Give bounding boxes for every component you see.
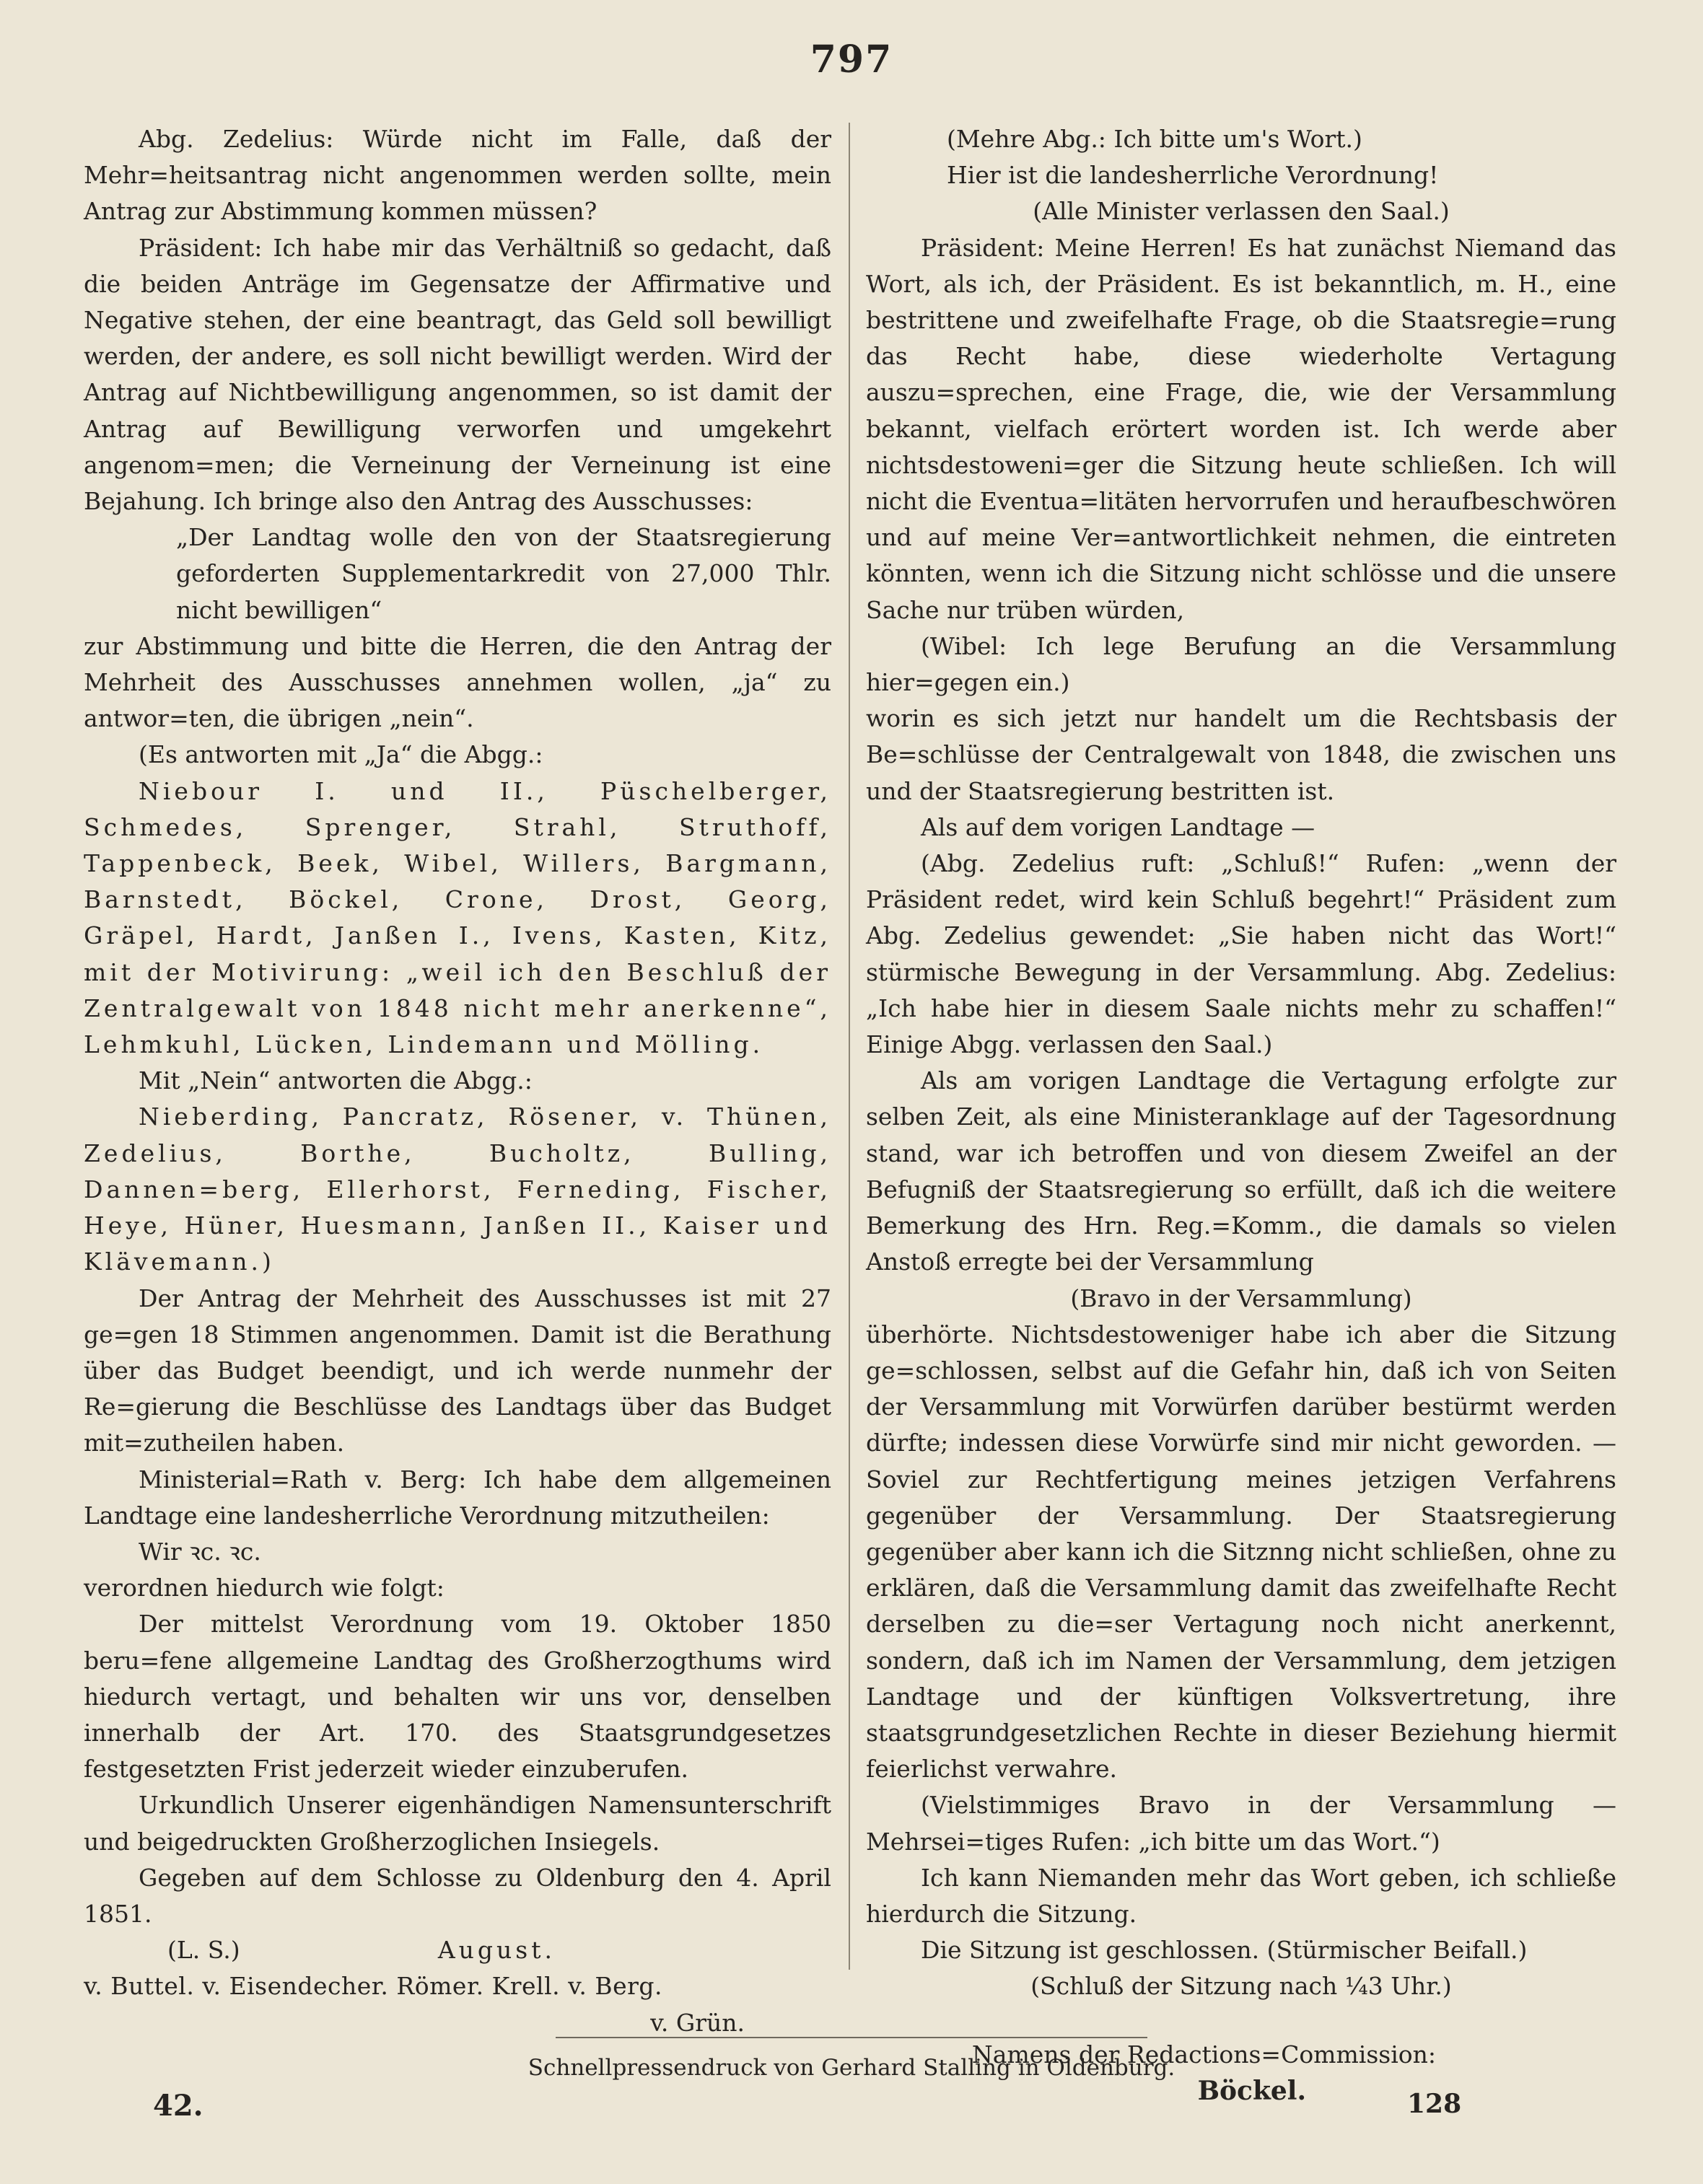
footer-rule — [556, 2037, 1147, 2038]
paragraph: Die Sitzung ist geschlossen. (Stürmischer Beifall.) — [921, 1936, 1528, 1965]
page-number: 797 — [810, 38, 893, 82]
paragraph: überhörte. Nichtsdestoweniger habe ich aber die Sitzung ge=schlossen, selbst auf die Gefahr hin, daß ich von Seiten der Versammlung mit Vorwürfen darüber bestürmt werden dürfte; indessen diese Vorwürfe sind mir nicht geworden. — Soviel zur Rechtfertigung meines jetzigen Verfahrens gegenüber der Versammlung. Der Staatsregierung gegenüber aber kann ich die Sitznng nicht schließen, ohne zu erklären, daß die Versammlung damit das zweifelhafte Recht derselben zu die=ser Vertagung noch nicht anerkennt, sondern, daß ich im Namen der Versammlung, dem jetzigen Landtage und der künftigen Volksvertretung, ihre staatsgrundgesetzlichen Rechte in dieser Beziehung hiermit feierlichst verwahre. — [866, 1320, 1616, 1784]
printer-imprint: Schnellpressendruck von Gerhard Stalling in Oldenburg. — [527, 2055, 1176, 2081]
minister-signature-last: v. Grün. — [650, 2008, 745, 2037]
paragraph: Ministerial=Rath v. Berg: Ich habe dem allgemeinen Landtage eine landesherrliche Verordnung mitzutheilen: — [84, 1465, 831, 1530]
signature-line — [84, 1932, 831, 1968]
paragraph: Als auf dem vorigen Landtage — — [921, 812, 1315, 841]
paragraph: Wir ꝛc. ꝛc. — [139, 1537, 261, 1566]
stage-direction: (Schluß der Sitzung nach ¼3 Uhr.) — [1030, 1972, 1452, 2001]
quoted-motion: „Der Landtag wolle den von der Staatsregierung geforderten Supplementarkredit von 27,000 Thlr. nicht bewilligen“ — [176, 523, 831, 624]
paragraph: Ich kann Niemanden mehr das Wort geben, ich schließe hierdurch die Sitzung. — [866, 1863, 1616, 1928]
paragraph: Als am vorigen Landtage die Vertagung erfolgte zur selben Zeit, als eine Ministeranklage auf der Tagesordnung stand, war ich betroffen und von diesem Zweifel an der Befugniß der Staatsregierung so erfüllt, daß ich die weitere Bemerkung des Hrn. Reg.=Komm., die damals so vielen Anstoß erregte bei der Versammlung — [866, 1066, 1616, 1276]
paragraph: (Es antworten mit „Ja“ die Abgg.: — [139, 740, 543, 769]
paragraph: Gegeben auf dem Schlosse zu Oldenburg den 4. April 1851. — [84, 1863, 831, 1928]
paragraph: Der mittelst Verordnung vom 19. Oktober 1850 beru=fene allgemeine Landtag des Großherzogthums wird hiedurch vertagt, und behalten wir uns vor, denselben innerhalb der Art. 170. des Staatsgrundgesetzes festgesetzten Frist jederzeit wieder einzuberufen. — [84, 1610, 831, 1784]
left-column — [84, 121, 831, 2041]
vote-list-no: Nieberding, Pancratz, Rösener, v. Thünen, Zedelius, Borthe, Bucholtz, Bulling, Dannen=berg, Ellerhorst, Ferneding, Fischer, Heye, Hüner, Huesmann, Janßen II., Kaiser und Klävemann.) — [84, 1102, 831, 1276]
signature-mark: 42. — [153, 2089, 203, 2123]
commission-signature: Böckel. — [1197, 2075, 1306, 2106]
paragraph: (Abg. Zedelius ruft: „Schluß!“ Rufen: „wenn der Präsident redet, wird kein Schluß begehrt!“ Präsident zum Abg. Zedelius gewendet: „Sie haben nicht das Wort!“ stürmische Bewegung in der Versammlung. Abg. Zedelius: „Ich habe hier in diesem Saale nichts mehr zu schaffen!“ Einige Abgg. verlassen den Saal.) — [866, 849, 1616, 1059]
paragraph: (Wibel: Ich lege Berufung an die Versammlung hier=gegen ein.) — [866, 631, 1616, 697]
sheet-number: 128 — [1407, 2089, 1462, 2119]
stage-direction: (Bravo in der Versammlung) — [1070, 1284, 1412, 1312]
paragraph: (Mehre Abg.: Ich bitte um's Wort.) — [947, 125, 1362, 153]
paragraph: verordnen hiedurch wie folgt: — [84, 1574, 445, 1602]
paragraph: Der Antrag der Mehrheit des Ausschusses ist mit 27 ge=gen 18 Stimmen angenommen. Damit ist die Berathung über das Budget beendigt, und ich werde nunmehr der Re=gierung die Beschlüsse des Landtags über das Budget mit=zutheilen haben. — [84, 1284, 831, 1457]
paragraph: Präsident: Meine Herren! Es hat zunächst Niemand das Wort, als ich, der Präsident. Es ist bekanntlich, m. H., eine bestrittene und zweifelhafte Frage, ob die Staatsregie=rung das Recht habe, diese wiederholte Vertagung auszu=sprechen, eine Frage, die, wie der Versammlung bekannt, vielfach erörtert worden ist. Ich werde aber nichtsdestoweni=ger die Sitzung heute schließen. Ich will nicht die Eventua=litäten hervorrufen und heraufbeschwören und auf meine Ver=antwortlichkeit nehmen, die eintreten könnten, wenn ich die Sitzung nicht schlösse und die unsere Sache nur trüben würden, — [866, 233, 1616, 624]
minister-signatures: v. Buttel. v. Eisendecher. Römer. Krell. v. Berg. — [84, 1972, 662, 2001]
sovereign-signature: August. — [437, 1936, 556, 1965]
vote-list-yes: Niebour I. und II., Püschelberger, Schmedes, Sprenger, Strahl, Struthoff, Tappenbeck, Beek, Wibel, Willers, Bargmann, Barnstedt, Böckel, Crone, Drost, Georg, Gräpel, Hardt, Janßen I., Ivens, Kasten, Kitz, mit der Motivirung: „weil ich den Beschluß der Zentralgewalt von 1848 nicht mehr anerkenne“, Lehmkuhl, Lücken, Lindemann und Mölling. — [84, 776, 831, 1059]
commission-label: Namens der Redactions=Commission: — [971, 2040, 1436, 2069]
seal-mark: (L. S.) — [167, 1936, 240, 1965]
paragraph: (Vielstimmiges Bravo in der Versammlung — Mehrsei=tiges Rufen: „ich bitte um das Wort.“) — [866, 1791, 1616, 1856]
paragraph: worin es sich jetzt nur handelt um die Rechtsbasis der Be=schlüsse der Centralgewalt von 1848, die zwischen uns und der Staatsregierung bestritten ist. — [866, 704, 1616, 805]
paragraph: Präsident: Ich habe mir das Verhältniß so gedacht, daß die beiden Anträge im Gegensatze der Affirmative und Negative stehen, der eine beantragt, das Geld soll bewilligt werden, der andere, es soll nicht bewilligt werden. Wird der Antrag auf Nichtbewilligung angenommen, so ist damit der Antrag auf Bewilligung verworfen und umgekehrt angenom=men; die Verneinung der Verneinung ist eine Bejahung. Ich bringe also den Antrag des Ausschusses: — [84, 233, 831, 516]
right-column — [866, 121, 1616, 2109]
column-divider — [849, 123, 850, 1970]
paragraph: zur Abstimmung und bitte die Herren, die den Antrag der Mehrheit des Ausschusses annehmen wollen, „ja“ zu antwor=ten, die übrigen „nein“. — [84, 631, 831, 733]
stage-direction: (Alle Minister verlassen den Saal.) — [1033, 197, 1450, 226]
paragraph: Abg. Zedelius: Würde nicht im Falle, daß der Mehr=heitsantrag nicht angenommen werden sollte, mein Antrag zur Abstimmung kommen müssen? — [84, 125, 831, 226]
paragraph: Hier ist die landesherrliche Verordnung! — [947, 161, 1439, 190]
paragraph: Urkundlich Unserer eigenhändigen Namensunterschrift und beigedruckten Großherzoglichen Insiegels. — [84, 1791, 831, 1856]
paragraph: Mit „Nein“ antworten die Abgg.: — [139, 1066, 533, 1095]
